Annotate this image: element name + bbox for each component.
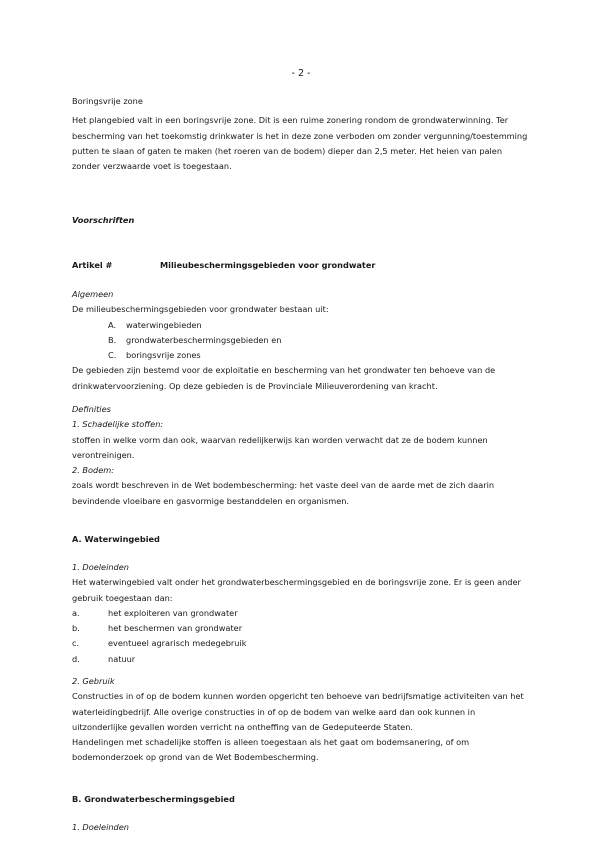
section-a-doeleinden [72, 560, 572, 667]
list-item [72, 652, 572, 667]
definities-heading: Definities [72, 404, 111, 414]
gebruik-text: bodemonderzoek op grond van de Wet Bodembescherming. [72, 752, 319, 763]
algemeen-section [72, 287, 572, 394]
list-marker: d. [72, 653, 80, 664]
list-text: natuur [108, 653, 136, 664]
doeleinden-text: Het waterwingebied valt onder het grondwaterbeschermingsgebied en de boringsvrije zone. Er is geen ander [72, 577, 521, 588]
list-marker: c. [72, 638, 80, 649]
definities-section [72, 402, 572, 509]
list-marker: b. [72, 623, 80, 634]
doeleinden-text: gebruik toegestaan dan: [72, 592, 173, 603]
list-item [72, 621, 572, 636]
voorschriften-heading: Voorschriften [72, 215, 135, 225]
list-text: grondwaterbeschermingsgebieden en [126, 334, 282, 345]
gebruik-text: waterleidingbedrijf. Alle overige constructies in of op de bodem van welke aard dan ook kunnen in [72, 706, 476, 717]
algemeen-heading: Algemeen [72, 289, 114, 299]
gebruik-text: uitzonderlijke gevallen worden verricht na ontheffing van de Gedeputeerde Staten. [72, 721, 414, 732]
intro-section [72, 94, 572, 174]
list-item [72, 318, 572, 333]
artikel-title: Milieubeschermingsgebieden voor grondwater [160, 260, 376, 270]
section-b-doeleinden-title: 1. Doeleinden [72, 822, 129, 832]
list-item [72, 348, 572, 363]
gebruik-text: Handelingen met schadelijke stoffen is alleen toegestaan als het gaat om bodemsanering, of om [72, 737, 470, 748]
artikel-heading [72, 258, 572, 273]
intro-heading: Boringsvrije zone [72, 96, 143, 106]
algemeen-intro: De milieubeschermingsgebieden voor grondwater bestaan uit: [72, 304, 329, 315]
list-marker: a. [72, 607, 80, 618]
definition-text: stoffen in welke vorm dan ook, waarvan redelijkerwijs kan worden verwacht dat ze de bodem kunnen [72, 434, 488, 445]
doeleinden-title: 1. Doeleinden [72, 562, 129, 572]
definition-title: 2. Bodem: [72, 465, 115, 476]
gebruik-text: Constructies in of op de bodem kunnen worden opgericht ten behoeve van bedrijfsmatige activiteiten van het [72, 691, 524, 702]
list-item [72, 606, 572, 621]
intro-line: putten te slaan of gaten te maken (het roeren van de bodem) dieper dan 2,5 meter. Het heien van palen [72, 145, 503, 156]
intro-line: Het plangebied valt in een boringsvrije zone. Dit is een ruime zonering rondom de grondwaterwinning. Ter [72, 115, 509, 126]
gebruik-title: 2. Gebruik [72, 676, 115, 686]
definition-title: 1. Schadelijke stoffen: [72, 419, 164, 430]
list-item [72, 636, 572, 651]
definition-text: bevindende vloeibare en gasvormige bestanddelen en organismen. [72, 495, 350, 506]
list-marker: B. [108, 334, 117, 345]
list-text: waterwingebieden [126, 319, 202, 330]
definition-text: verontreinigen. [72, 449, 135, 460]
list-marker: C. [108, 350, 117, 361]
section-b-heading: B. Grondwaterbeschermingsgebied [72, 794, 235, 804]
section-a-heading: A. Waterwingebied [72, 534, 160, 544]
definition-text: zoals wordt beschreven in de Wet bodembescherming: het vaste deel van de aarde met de zich daarin [72, 480, 495, 491]
doeleinden-list [72, 606, 572, 667]
list-text: het beschermen van grondwater [108, 623, 243, 634]
section-a-gebruik [72, 674, 572, 766]
list-text: het exploiteren van grondwater [108, 607, 238, 618]
page-number: - 2 - [291, 68, 311, 79]
algemeen-list [72, 318, 572, 364]
intro-line: zonder verzwaarde voet is toegestaan. [72, 161, 232, 172]
algemeen-after: De gebieden zijn bestemd voor de exploitatie en bescherming van het grondwater ten behoeve van de [72, 365, 496, 376]
artikel-label: Artikel # [72, 260, 113, 270]
algemeen-after: drinkwatervoorziening. Op deze gebieden is de Provinciale Milieuverordening van kracht. [72, 380, 438, 391]
list-text: eventueel agrarisch medegebruik [108, 638, 247, 649]
intro-line: bescherming van het toekomstig drinkwater is het in deze zone verboden om zonder vergunning/toestemming [72, 130, 528, 141]
list-text: boringsvrije zones [126, 350, 201, 361]
list-item [72, 333, 572, 348]
list-marker: A. [108, 319, 117, 330]
